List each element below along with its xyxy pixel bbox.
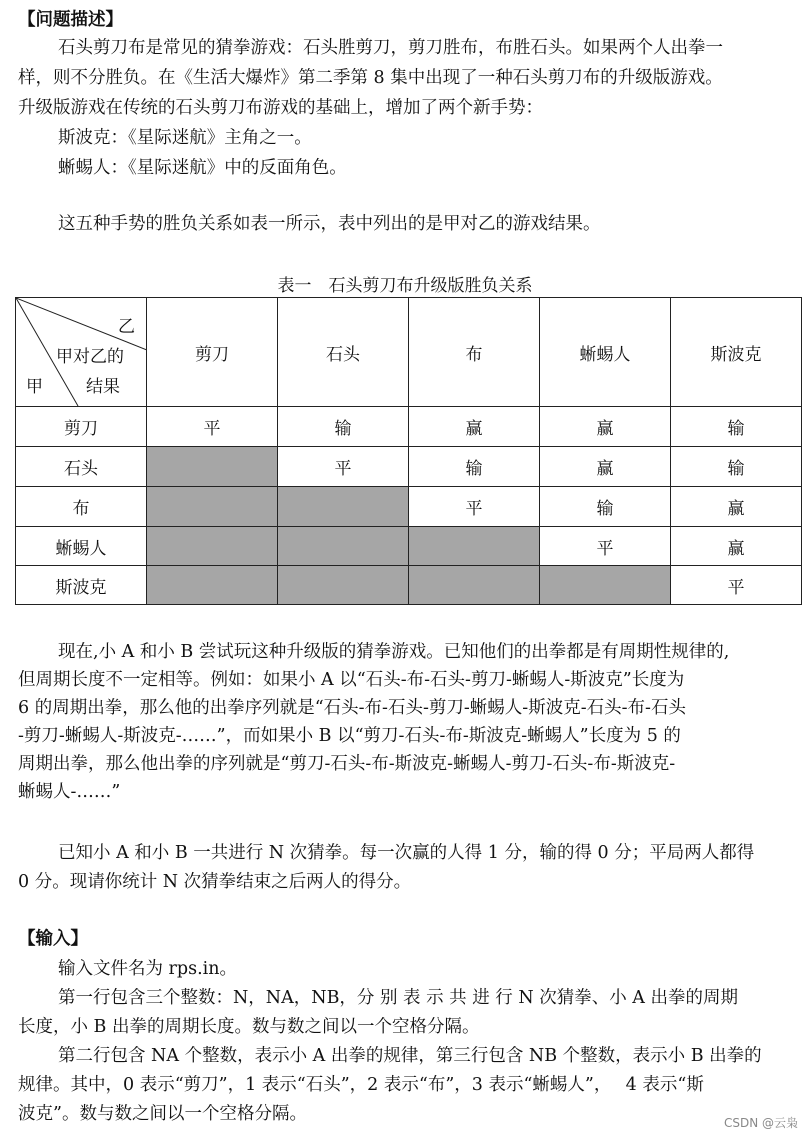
table-header-row	[16, 298, 802, 407]
result-cell: 平	[540, 527, 671, 566]
paragraph-line: 第一行包含三个整数：N，NA，NB，分 别 表 示 共 进 行 N 次猜拳、小 A 出拳的周期	[58, 988, 739, 1008]
paragraph-line: 长度，小 B 出拳的周期长度。数与数之间以一个空格分隔。	[18, 1017, 480, 1037]
table-row	[16, 566, 802, 605]
paragraph-line: 蜥蜴人-……”	[18, 782, 121, 802]
input-file-line: 输入文件名为 rps.in。	[58, 959, 238, 979]
paragraph-line: 第二行包含 NA 个整数，表示小 A 出拳的规律，第三行包含 NB 个整数，表示小 B 出拳的	[58, 1046, 762, 1066]
shaded-cell	[540, 566, 671, 605]
corner-label-result-1: 甲对乙的	[56, 347, 124, 367]
table-row	[16, 407, 802, 447]
result-cell: 赢	[540, 407, 671, 447]
corner-cell	[16, 298, 147, 407]
column-header: 斯波克	[671, 298, 802, 407]
paragraph-line: 石头剪刀布是常见的猜拳游戏：石头胜剪刀，剪刀胜布，布胜石头。如果两个人出拳一	[58, 38, 723, 58]
paragraph-line: 已知小 A 和小 B 一共进行 N 次猜拳。每一次赢的人得 1 分，输的得 0 分；平局两人都得	[58, 843, 755, 863]
result-cell: 平	[278, 447, 409, 487]
shaded-cell	[409, 527, 540, 566]
table-row	[16, 527, 802, 566]
row-header: 斯波克	[16, 566, 147, 605]
row-header: 剪刀	[16, 407, 147, 447]
input-heading: 【输入】	[18, 929, 88, 949]
outcome-table	[15, 297, 802, 605]
result-cell: 赢	[540, 447, 671, 487]
result-cell: 赢	[409, 407, 540, 447]
problem-heading: 【问题描述】	[18, 10, 123, 30]
row-header: 布	[16, 487, 147, 527]
paragraph-line: 周期出拳，那么他出拳的序列就是“剪刀-石头-布-斯波克-蜥蜴人-剪刀-石头-布-斯波克-	[18, 754, 676, 774]
shaded-cell	[409, 566, 540, 605]
column-header: 蜥蜴人	[540, 298, 671, 407]
result-cell: 赢	[671, 527, 802, 566]
paragraph-line: 样，则不分胜负。在《生活大爆炸》第二季第 8 集中出现了一种石头剪刀布的升级版游戏。	[18, 68, 723, 88]
table-row	[16, 487, 802, 527]
paragraph-line: 但周期长度不一定相等。例如：如果小 A 以“石头-布-石头-剪刀-蜥蜴人-斯波克”长度为	[18, 670, 685, 690]
result-cell: 平	[409, 487, 540, 527]
shaded-cell	[147, 487, 278, 527]
shaded-cell	[147, 566, 278, 605]
result-cell: 平	[147, 407, 278, 447]
shaded-cell	[278, 566, 409, 605]
result-cell: 平	[671, 566, 802, 605]
column-header: 布	[409, 298, 540, 407]
result-cell: 赢	[671, 487, 802, 527]
shaded-cell	[147, 447, 278, 487]
corner-label-result-2: 结果	[86, 377, 120, 397]
paragraph-line: -剪刀-蜥蜴人-斯波克-……”，而如果小 B 以“剪刀-石头-布-斯波克-蜥蜴人”长度为 5 的	[18, 726, 681, 746]
corner-label-a: 甲	[26, 377, 43, 397]
result-cell: 输	[671, 447, 802, 487]
watermark: CSDN @云枭	[723, 1116, 798, 1130]
paragraph-line: 规律。其中，0 表示“剪刀”，1 表示“石头”，2 表示“布”，3 表示“蜥蜴人”， 4 表示“斯	[18, 1075, 704, 1095]
paragraph-line: 升级版游戏在传统的石头剪刀布游戏的基础上，增加了两个新手势：	[18, 98, 543, 118]
column-header: 剪刀	[147, 298, 278, 407]
spock-definition: 斯波克：《星际迷航》主角之一。	[58, 128, 312, 148]
paragraph-line: 现在,小 A 和小 B 尝试玩这种升级版的猜拳游戏。已知他们的出拳都是有周期性规律的,	[58, 642, 730, 662]
shaded-cell	[278, 487, 409, 527]
result-cell: 输	[278, 407, 409, 447]
table-caption: 表一 石头剪刀布升级版胜负关系	[277, 276, 533, 296]
row-header: 蜥蜴人	[16, 527, 147, 566]
paragraph-line: 波克”。数与数之间以一个空格分隔。	[18, 1104, 307, 1124]
corner-label-b: 乙	[118, 317, 135, 337]
result-cell: 输	[409, 447, 540, 487]
lizard-definition: 蜥蜴人：《星际迷航》中的反面角色。	[58, 158, 347, 178]
paragraph-line: 6 的周期出拳，那么他的出拳序列就是“石头-布-石头-剪刀-蜥蜴人-斯波克-石头-布-石头	[18, 698, 686, 718]
result-cell: 输	[671, 407, 802, 447]
shaded-cell	[278, 527, 409, 566]
table-intro: 这五种手势的胜负关系如表一所示，表中列出的是甲对乙的游戏结果。	[58, 214, 601, 234]
paragraph-line: 0 分。现请你统计 N 次猜拳结束之后两人的得分。	[18, 872, 412, 892]
result-cell: 输	[540, 487, 671, 527]
column-header: 石头	[278, 298, 409, 407]
row-header: 石头	[16, 447, 147, 487]
shaded-cell	[147, 527, 278, 566]
table-row	[16, 447, 802, 487]
